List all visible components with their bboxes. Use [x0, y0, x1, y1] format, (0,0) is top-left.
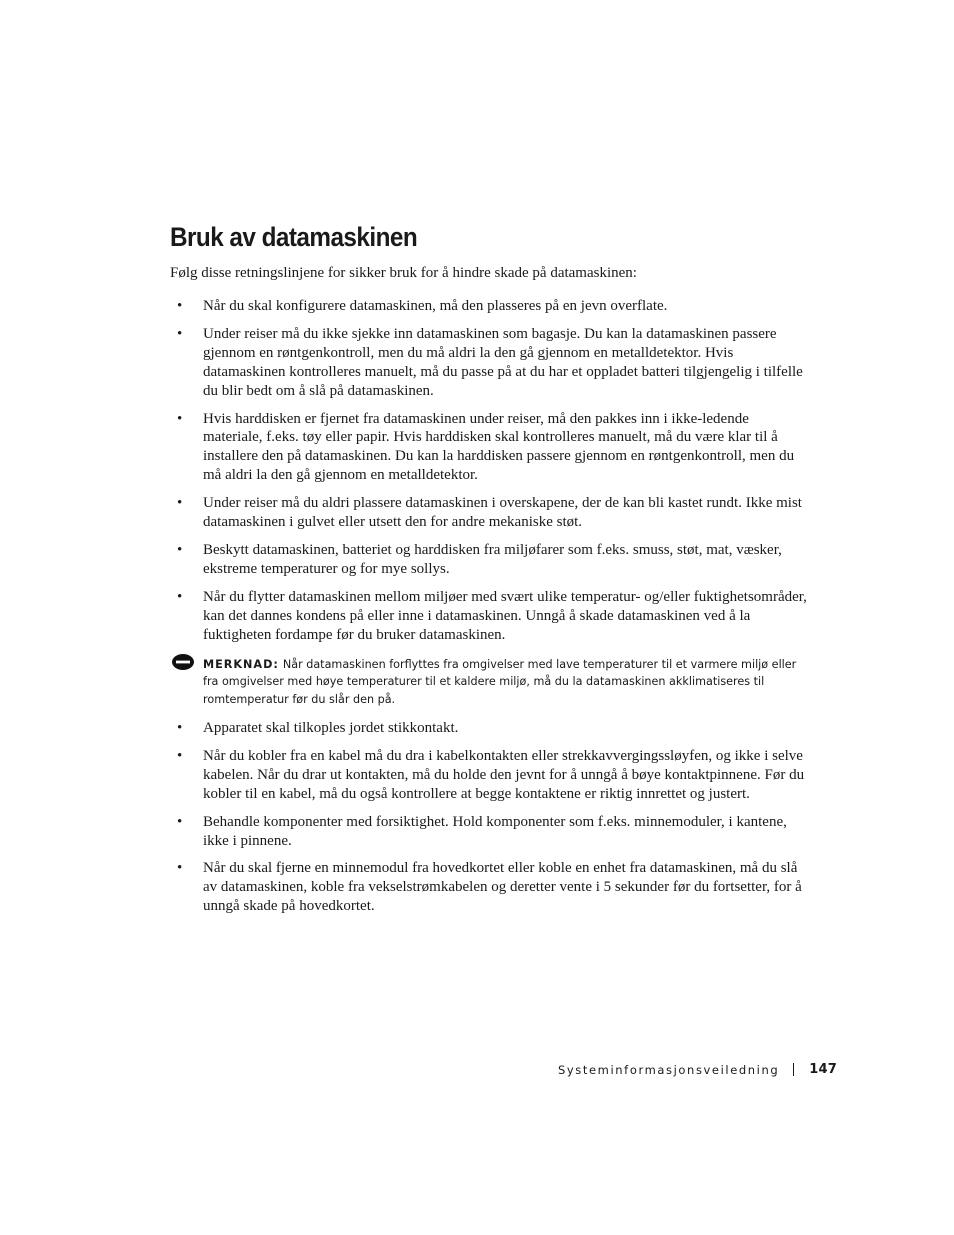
list-item-text: Når du skal konfigurere datamaskinen, må den plasseres på en jevn overflate. — [203, 298, 668, 314]
page-footer — [558, 1062, 837, 1077]
content-column — [170, 297, 810, 925]
bullet: • — [177, 588, 183, 605]
list-item-text: Behandle komponenter med forsiktighet. Hold komponenter som f.eks. minnemoduler, i kantene, ikke i pinnene. — [203, 813, 787, 849]
bullet: • — [177, 298, 183, 314]
list-item-text: Beskytt datamaskinen, batteriet og harddisken fra miljøfarer som f.eks. smuss, støt, mat, væsker, ekstreme temperaturer og for mye sollys. — [203, 541, 782, 577]
list-item — [170, 297, 810, 316]
notice-box — [170, 656, 810, 709]
footer-divider — [793, 1063, 794, 1076]
list-item — [170, 813, 810, 851]
bullet: • — [177, 541, 183, 558]
bullet: • — [177, 495, 183, 512]
list-item-text: Apparatet skal tilkoples jordet stikkontakt. — [203, 720, 459, 736]
bullet: • — [177, 325, 183, 342]
list-item-text: Når du skal fjerne en minnemodul fra hovedkortet eller koble en enhet fra datamaskinen, må du slå av datamaskinen, koble fra vekselstrømkabelen og deretter vente i 5 sekunder før du fortsetter, for å unngå skade på hovedkortet. — [203, 860, 802, 915]
list-item — [170, 859, 810, 916]
list-item-text: Når du kobler fra en kabel må du dra i kabelkontakten eller strekkavvergingssløyfen, og ikke i selve kabelen. Når du drar ut kontakten, må du holde den jevnt for å unngå å bøye kontaktpinnene. Før du kobler til en kabel, må du også kontrollere at begge kontaktene er riktig innrettet og justert. — [203, 747, 805, 802]
bullet: • — [177, 813, 183, 830]
list-item-text: Under reiser må du ikke sjekke inn datamaskinen som bagasje. Du kan la datamaskinen passere gjennom en røntgenkontroll, men du må aldri la den gå gjennom en metalldetektor. Hvis datamaskinen kontrolleres manuelt, må du passe på at du har et oppladet batteri tilgjengelig i tilfelle du blir bedt om å slå på datamaskinen. — [203, 325, 803, 399]
notice-label: MERKNAD: — [203, 657, 279, 671]
notice-text: Når datamaskinen forflyttes fra omgivelser med lave temperaturer til et varmere miljø eller fra omgivelser med høye temperaturer til et kaldere miljø, må du la datamaskinen akklimatiseres til romtemperatur før du slår den på. — [203, 657, 797, 706]
bullet: • — [177, 747, 183, 764]
bullet: • — [177, 860, 183, 877]
list-item — [170, 719, 810, 738]
page-number: 147 — [809, 1062, 837, 1077]
intro-paragraph: Følg disse retningslinjene for sikker bruk for å hindre skade på datamaskinen: — [170, 265, 637, 281]
footer-document-title: Systeminformasjonsveiledning — [558, 1062, 780, 1077]
list-item — [170, 325, 810, 401]
list-item — [170, 541, 810, 579]
bullet: • — [177, 720, 183, 736]
list-item-text: Under reiser må du aldri plassere datamaskinen i overskapene, der de kan bli kastet rundt. Ikke mist datamaskinen i gulvet eller utsett den for andre mekaniske støt. — [203, 495, 802, 531]
page-title: Bruk av datamaskinen — [170, 222, 418, 252]
list-item — [170, 747, 810, 804]
notice-icon — [171, 653, 195, 671]
list-item — [170, 588, 810, 645]
list-item-text: Når du flytter datamaskinen mellom miljøer med svært ulike temperatur- og/eller fuktighetsområder, kan det dannes kondens på eller inne i datamaskinen. Unngå å skade datamaskinen ved å la fuktigheten fordampe før du bruker datamaskinen. — [203, 588, 807, 643]
bullet: • — [177, 410, 183, 427]
list-item-text: Hvis harddisken er fjernet fra datamaskinen under reiser, må den pakkes inn i ikke-ledende materiale, f.eks. tøy eller papir. Hvis harddisken skal kontrolleres manuelt, må du være klar til å installere den på datamaskinen. Du kan la harddisken passere gjennom en røntgenkontroll, men du må aldri la den gå gjennom en metalldetektor. — [203, 410, 795, 484]
list-item — [170, 410, 810, 486]
list-item — [170, 494, 810, 532]
